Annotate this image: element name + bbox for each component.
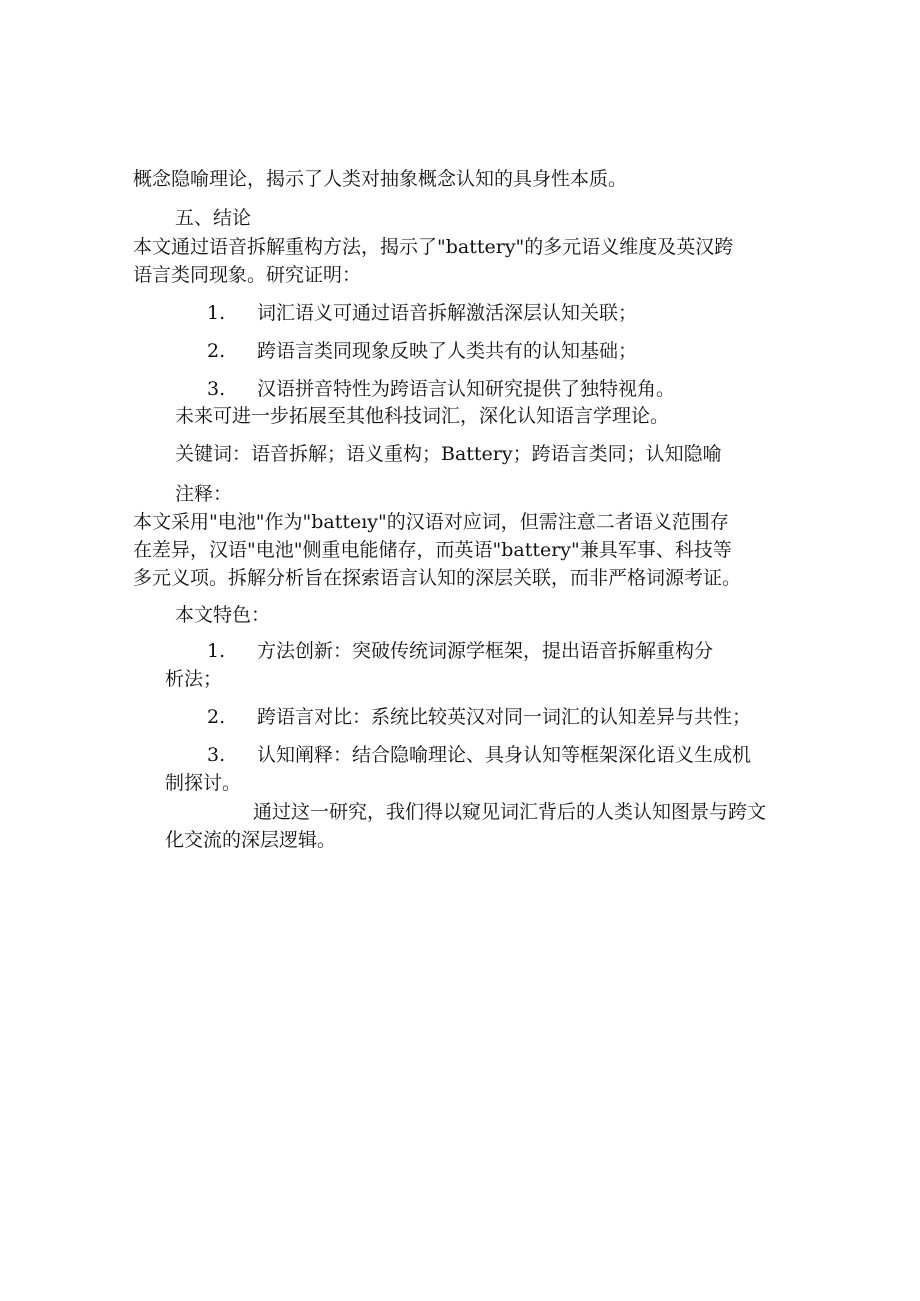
list-item-continuation: 制探讨。	[165, 772, 242, 794]
features-heading: 本文特色：	[175, 604, 271, 626]
list-item: 跨语言对比：系统比较英汉对同一词汇的认知差异与共性；	[257, 706, 752, 728]
notes-heading: 注释：	[175, 483, 233, 505]
closing-line: 通过这一研究，我们得以窥见词汇背后的人类认知图景与跨文	[253, 801, 767, 823]
closing-line: 化交流的深层逻辑。	[165, 829, 337, 851]
list-item: 认知阐释：结合隐喻理论、具身认知等框架深化语义生成机	[257, 744, 752, 766]
keywords-line: 关键词：语音拆解；语义重构；Battery；跨语言类同；认知隐喻	[175, 443, 722, 465]
list-item: 跨语言类同现象反映了人类共有的认知基础；	[257, 340, 638, 362]
list-number: 2.	[207, 340, 226, 362]
list-item-continuation: 析法；	[165, 668, 223, 690]
notes-line: 在差异，汉语"电池"侧重电能储存，而英语"battery"兼具军事、科技等	[133, 539, 732, 561]
conclusion-line: 本文通过语音拆解重构方法，揭示了"battery"的多元语义维度及英汉跨	[133, 236, 734, 258]
list-item: 方法创新：突破传统词源学框架，提出语音拆解重构分	[257, 640, 714, 662]
list-number: 3.	[207, 378, 226, 400]
notes-line: 本文采用"电池"作为"batteıy"的汉语对应词，但需注意二者语义范围存	[133, 511, 729, 533]
list-number: 1.	[207, 640, 226, 662]
intro-tail-line: 概念隐喻理论，揭示了人类对抽象概念认知的具身性本质。	[133, 168, 628, 190]
list-item: 汉语拼音特性为跨语言认知研究提供了独特视角。	[257, 378, 676, 400]
conclusion-line: 语言类同现象。研究证明：	[133, 264, 362, 286]
future-work-line: 未来可进一步拓展至其他科技词汇，深化认知语言学理论。	[175, 405, 670, 427]
notes-line: 多元义项。拆解分析旨在探索语言认知的深层关联，而非严格词源考证。	[133, 567, 742, 589]
section-heading: 五、结论	[175, 207, 252, 229]
list-number: 3.	[207, 744, 226, 766]
list-number: 2.	[207, 706, 226, 728]
list-item: 词汇语义可通过语音拆解激活深层认知关联；	[257, 302, 638, 324]
list-number: 1.	[207, 302, 226, 324]
